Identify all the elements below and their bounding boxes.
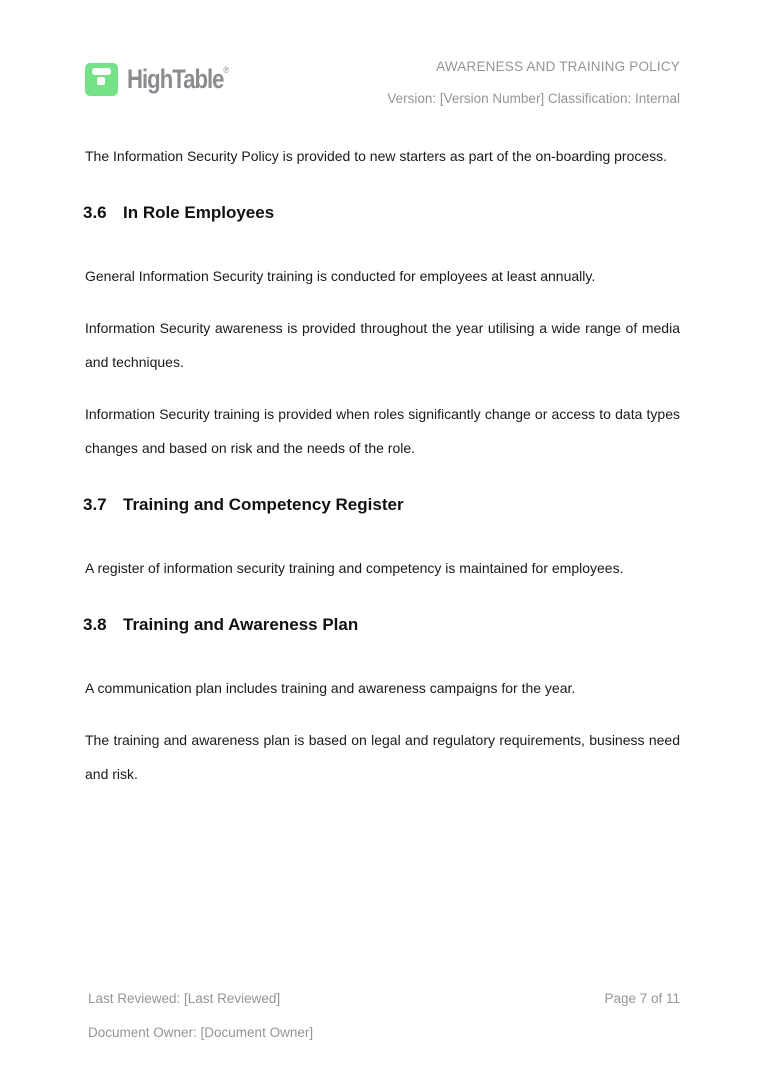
logo-table-leg-shape (97, 77, 105, 85)
heading-title: In Role Employees (123, 203, 275, 222)
document-title: AWARENESS AND TRAINING POLICY (436, 59, 680, 74)
heading-number: 3.6 (83, 203, 107, 222)
section-heading-3-6 (83, 203, 680, 223)
section-heading-3-7 (83, 495, 680, 515)
paragraph: Information Security training is provided when roles significantly change or access to data types changes and based on risk and the needs of the role. (85, 406, 680, 456)
paragraph: The training and awareness plan is based on legal and regulatory requirements, business need and risk. (85, 732, 680, 782)
paragraph: A communication plan includes training and awareness campaigns for the year. (85, 680, 576, 696)
heading-number: 3.8 (83, 615, 107, 634)
brand-name (127, 63, 229, 96)
page-footer (88, 991, 680, 1041)
footer-last-reviewed: Last Reviewed: [Last Reviewed] (88, 991, 281, 1006)
paragraph: Information Security awareness is provided throughout the year utilising a wide range of media and techniques. (85, 320, 680, 370)
footer-row-1 (88, 991, 680, 1007)
document-body (0, 139, 768, 791)
version-classification-line: Version: [Version Number] Classification: Internal (387, 91, 680, 106)
logo-table-top-shape (92, 68, 111, 75)
brand-logo (85, 63, 251, 96)
brand-name-text: HighTable (127, 64, 224, 94)
paragraph: General Information Security training is conducted for employees at least annually. (85, 268, 596, 284)
hightable-logo-icon (85, 63, 118, 96)
section-heading-3-8 (83, 615, 680, 635)
heading-title: Training and Competency Register (123, 495, 404, 514)
heading-number: 3.7 (83, 495, 107, 514)
footer-document-owner: Document Owner: [Document Owner] (88, 1025, 314, 1040)
footer-page-number: Page 7 of 11 (604, 991, 680, 1006)
registered-trademark-symbol: ® (223, 65, 229, 75)
paragraph: A register of information security training and competency is maintained for employees. (85, 560, 624, 576)
heading-title: Training and Awareness Plan (123, 615, 359, 634)
footer-row-2 (88, 1025, 680, 1041)
page-header (0, 0, 768, 106)
header-meta-block (387, 56, 680, 106)
paragraph: The Information Security Policy is provided to new starters as part of the on-boarding process. (85, 148, 668, 164)
